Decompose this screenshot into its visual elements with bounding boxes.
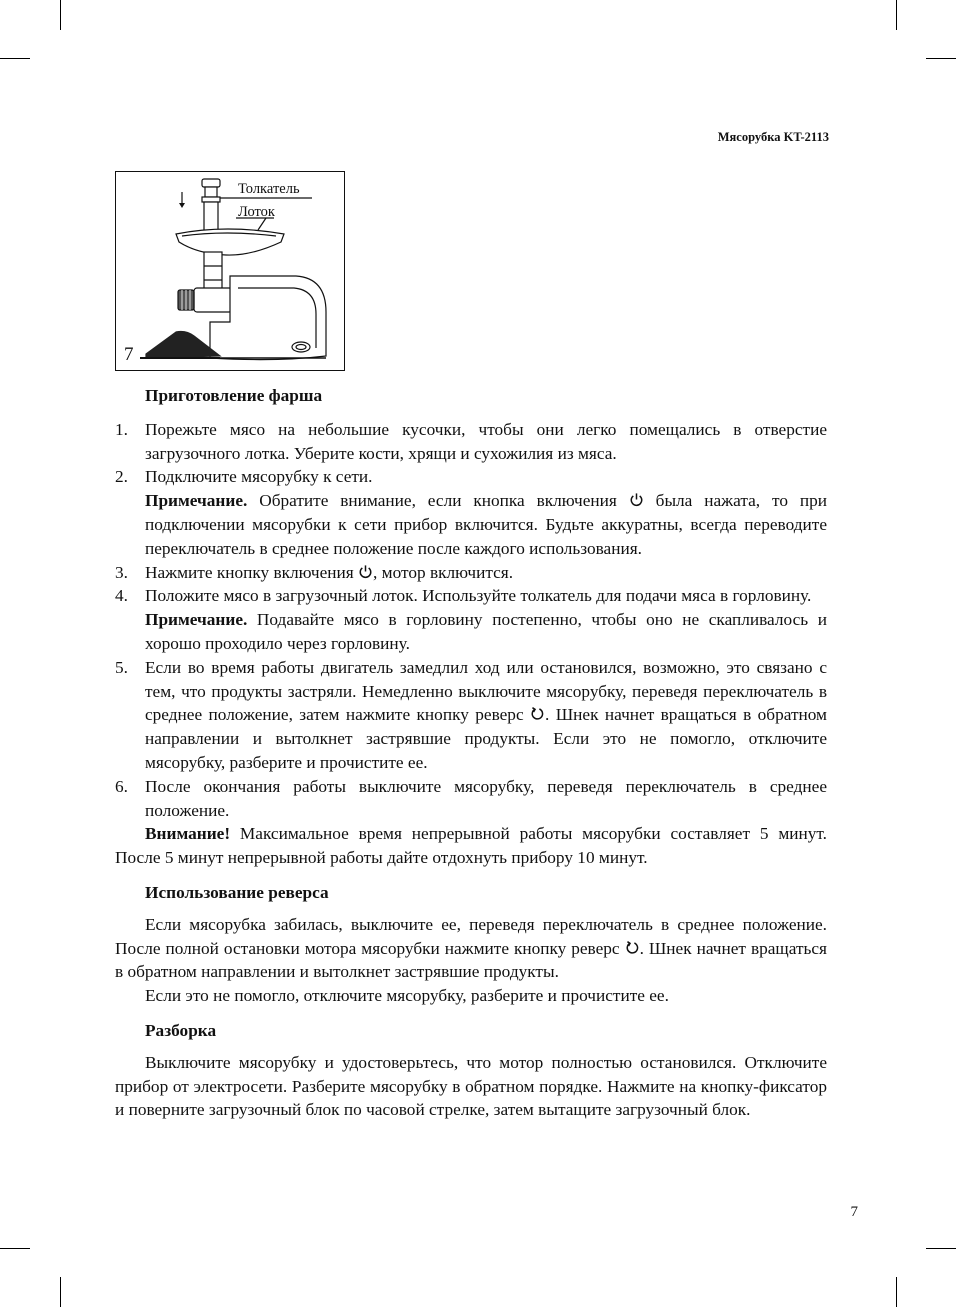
list-number: 1. [115, 419, 128, 439]
crop-mark [0, 58, 30, 59]
list-text: Подключите мясорубку к сети. [145, 467, 373, 487]
crop-mark [926, 1248, 956, 1249]
list-text-part: Нажмите кнопку включения [145, 562, 359, 582]
note-label: Примечание. [145, 610, 248, 630]
list-text: Положите мясо в загрузочный лоток. Используйте толкатель для подачи мяса в горловину. [145, 586, 812, 606]
meat-grinder-figure [115, 171, 345, 371]
page-number: 7 [850, 1204, 858, 1220]
list-item [115, 775, 827, 823]
power-icon [629, 492, 644, 507]
section-heading-disassembly: Разборка [145, 1020, 217, 1040]
list-number: 5. [115, 657, 128, 677]
warning-paragraph [115, 822, 827, 870]
tray-label: Лоток [238, 204, 275, 220]
crop-mark [60, 1277, 61, 1307]
list-item [115, 418, 827, 466]
list-text: После окончания работы выключите мясорубку, переведя переключатель в среднее положение. [145, 776, 827, 820]
instructions-body [115, 384, 827, 1122]
note-text: была нажата, то при подключении мясорубки к сети прибор включится. Будьте аккуратны, всегда переводите переключатель в среднее положение после каждого использования. [145, 491, 827, 558]
section-heading-reverse: Использование реверса [145, 882, 329, 902]
prep-steps-list [115, 418, 827, 823]
list-item [115, 465, 827, 560]
list-number: 6. [115, 776, 128, 796]
list-text [145, 561, 827, 585]
power-icon [358, 564, 373, 579]
warning-text: Максимальное время непрерывной работы мясорубки составляет 5 минут. После 5 минут непрерывной работы дайте отдохнуть прибору 10 минут. [115, 824, 827, 868]
reverse-icon [625, 940, 640, 955]
figure-number: 7 [124, 344, 134, 365]
running-header: Мясорубка KT-2113 [717, 130, 829, 144]
crop-mark [896, 1277, 897, 1307]
reverse-icon [530, 706, 545, 721]
list-number: 2. [115, 467, 128, 487]
pusher-label: Толкатель [238, 181, 300, 197]
disassembly-paragraph: Выключите мясорубку и удостоверьтесь, что мотор полностью остановился. Отключите прибор от электросети. Разберите мясорубку в обратном порядке. Нажмите на кнопку-фиксатор и поверните загрузочный блок по часовой стрелке, затем вытащите загрузочный блок. [115, 1052, 827, 1120]
paragraph-text: . Шнек начнет вращаться в обратном направлении и вытолкнет застрявшие продукты. [115, 938, 827, 982]
list-item [115, 656, 827, 775]
list-text-part: , мотор включится. [373, 562, 514, 582]
warning-label: Внимание! [145, 824, 231, 844]
reverse-paragraph [115, 913, 827, 984]
reverse-paragraph-2: Если это не помогло, отключите мясорубку, разберите и прочистите ее. [145, 986, 669, 1006]
list-text: Порежьте мясо на небольшие кусочки, чтобы они легко помещались в отверстие загрузочного лотка. Уберите кости, хрящи и сухожилия из мяса. [145, 419, 827, 463]
note-text: Обратите внимание, если кнопка включения [247, 491, 629, 511]
note-text: Подавайте мясо в горловину постепенно, чтобы оно не скапливалось и хорошо проходило через горловину. [145, 610, 827, 653]
note-label: Примечание. [145, 491, 248, 511]
section-heading-prep: Приготовление фарша [145, 386, 323, 405]
list-text-part: . Шнек начнет вращаться в обратном направлении и вытолкнет застрявшие продукты. Если это не помогло, отключите мясорубку, разберите и прочистите ее. [145, 705, 827, 772]
list-item [115, 584, 827, 655]
crop-mark [60, 0, 61, 30]
note-paragraph [145, 608, 827, 656]
crop-mark [926, 58, 956, 59]
list-number: 4. [115, 586, 128, 606]
note-paragraph [145, 489, 827, 560]
list-number: 3. [115, 562, 128, 582]
list-text [145, 656, 827, 775]
list-text-part: Если во время работы двигатель замедлил ход или остановился, возможно, это связано с тем, что продукты застряли. Немедленно выключите мясорубку, переведя переключатель в среднее положение, затем нажмите кнопку реверс [145, 657, 827, 725]
meat-grinder-illustration [116, 172, 344, 370]
crop-mark [896, 0, 897, 30]
list-item [115, 561, 827, 585]
paragraph-text: Если мясорубка забилась, выключите ее, переведя переключатель в среднее положение. После полной остановки мотора мясорубки нажмите кнопку реверс [115, 914, 827, 958]
crop-mark [0, 1248, 30, 1249]
